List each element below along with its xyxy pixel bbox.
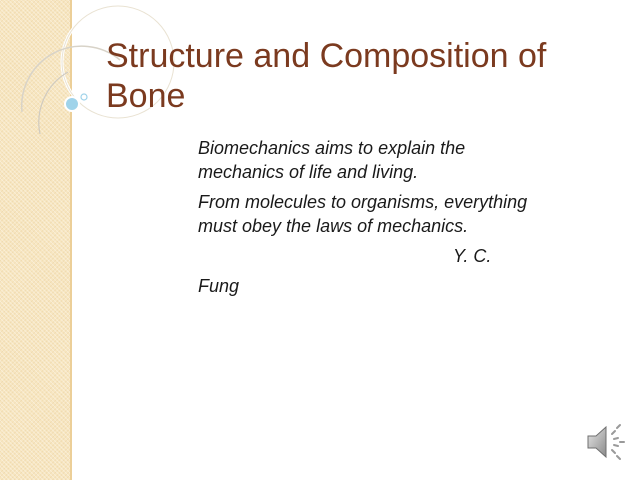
quote-attribution-initials: Y. C. xyxy=(453,246,492,266)
quote-attribution-surname: Fung xyxy=(198,276,240,296)
accent-circle-small xyxy=(81,94,87,100)
speaker-icon[interactable] xyxy=(582,420,626,464)
slide-title: Structure and Composition of Bone xyxy=(106,37,547,115)
quote-block xyxy=(198,136,528,304)
quote-paragraph-2: From molecules to organisms, everything must obey the laws of mechanics. xyxy=(198,192,528,236)
accent-circle-large xyxy=(65,97,79,111)
quote-paragraph-1: Biomechanics aims to explain the mechanics of life and living. xyxy=(198,138,466,182)
